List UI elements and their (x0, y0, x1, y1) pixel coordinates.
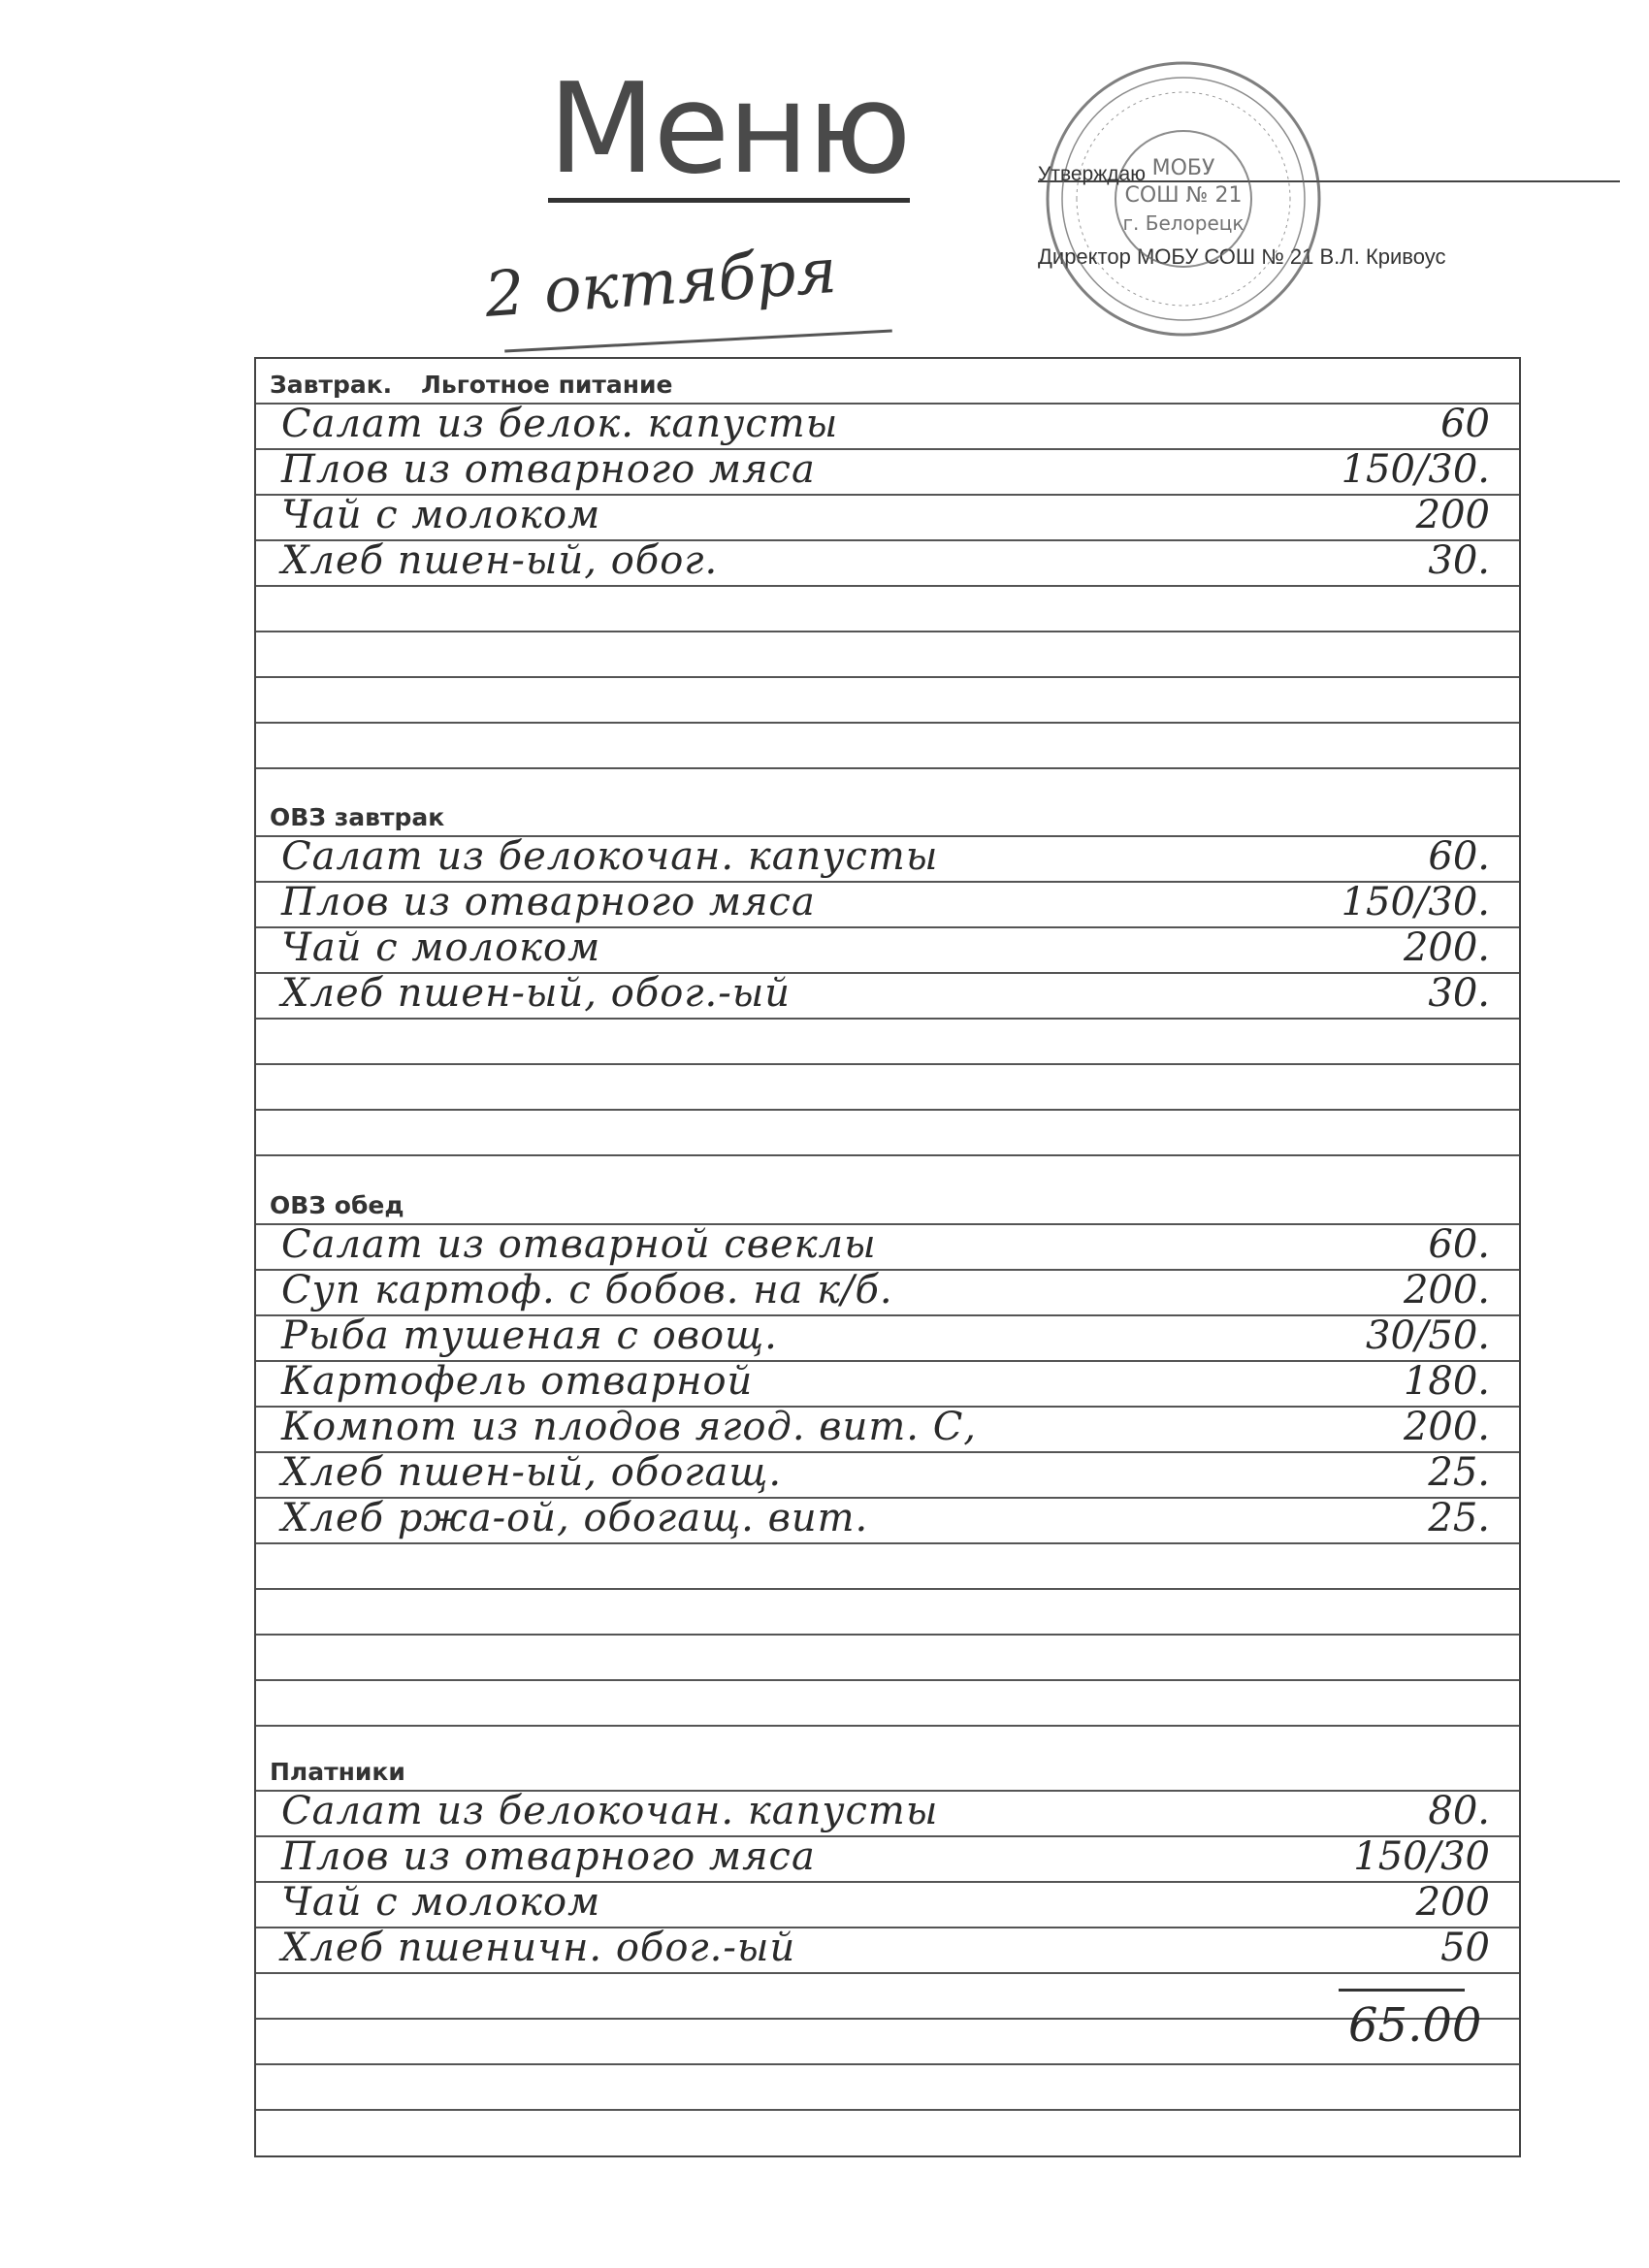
dish-quantity: 25. (1428, 1450, 1490, 1495)
menu-row (256, 1928, 1519, 1974)
menu-row (256, 1789, 1519, 1837)
blank-row (256, 1974, 1519, 2020)
menu-row (256, 1880, 1519, 1928)
blank-row (256, 1065, 1519, 1111)
menu-row (256, 1222, 1519, 1271)
approval-signatory: Директор МОБУ СОШ № 21 В.Л. Кривоус (1038, 244, 1446, 269)
blank-row (256, 2065, 1519, 2111)
dish-quantity: 60 (1440, 402, 1490, 446)
dish-quantity: 200 (1415, 493, 1490, 537)
blank-row (256, 1020, 1519, 1065)
dish-name: Плов из отварного мяса (281, 447, 816, 492)
dish-name: Хлеб пшен-ый, обогащ. (281, 1450, 783, 1495)
dish-name: Хлеб ржа-ой, обогащ. вит. (281, 1496, 869, 1540)
menu-row (256, 402, 1519, 450)
svg-text:г. Белорецк: г. Белорецк (1122, 211, 1245, 235)
total-sum: 65.00 (1348, 1998, 1482, 2053)
menu-row (256, 1268, 1519, 1316)
dish-name: Хлеб пшеничн. обог.-ый (281, 1926, 796, 1970)
dish-name: Чай с молоком (281, 493, 601, 537)
menu-row (256, 1450, 1519, 1499)
blank-row (256, 632, 1519, 678)
blank-row (256, 1111, 1519, 1156)
menu-row (256, 971, 1519, 1020)
dish-quantity: 25. (1428, 1496, 1490, 1540)
section-header (256, 1746, 1519, 1792)
menu-row (256, 925, 1519, 974)
menu-row (256, 493, 1519, 541)
section-label: ОВЗ завтрак (270, 803, 445, 831)
section-label: ОВЗ обед (270, 1191, 404, 1219)
svg-text:МОБУ: МОБУ (1151, 156, 1215, 180)
dish-quantity: 200. (1403, 1405, 1490, 1449)
dish-name: Рыба тушеная с овощ. (281, 1313, 778, 1358)
dish-name: Салат из белокочан. капусты (281, 834, 939, 879)
menu-date: 2 октября (482, 235, 839, 332)
dish-quantity: 200. (1403, 925, 1490, 970)
menu-row (256, 447, 1519, 496)
blank-row (256, 1590, 1519, 1636)
dish-quantity: 200 (1415, 1880, 1490, 1925)
dish-name: Картофель отварной (281, 1359, 754, 1404)
dish-quantity: 30. (1428, 538, 1490, 583)
approval-word: Утверждаю (1038, 163, 1146, 185)
dish-quantity: 60. (1428, 834, 1490, 879)
svg-text:СОШ № 21: СОШ № 21 (1124, 183, 1243, 208)
dish-quantity: 150/30 (1353, 1834, 1490, 1879)
menu-row (256, 538, 1519, 587)
blank-row (256, 587, 1519, 632)
blank-row (256, 1681, 1519, 1727)
section-label: Платники (270, 1758, 405, 1786)
dish-quantity: 60. (1428, 1222, 1490, 1267)
section-header (256, 1180, 1519, 1225)
dish-quantity: 80. (1428, 1789, 1490, 1833)
dish-name: Салат из белокочан. капусты (281, 1789, 939, 1833)
section-label: Завтрак. Льготное питание (270, 371, 673, 399)
menu-row (256, 1496, 1519, 1544)
dish-quantity: 180. (1403, 1359, 1490, 1404)
blank-row (256, 678, 1519, 724)
dish-quantity: 150/30. (1341, 880, 1490, 924)
dish-name: Чай с молоком (281, 925, 601, 970)
dish-quantity: 50 (1440, 1926, 1490, 1970)
blank-row (256, 1544, 1519, 1590)
menu-row (256, 834, 1519, 883)
dish-name: Плов из отварного мяса (281, 880, 816, 924)
dish-name: Чай с молоком (281, 1880, 601, 1925)
menu-row (256, 880, 1519, 928)
menu-row (256, 1313, 1519, 1362)
section-header (256, 359, 1519, 405)
blank-row (256, 724, 1519, 769)
dish-name: Хлеб пшен-ый, обог. (281, 538, 719, 583)
dish-name: Компот из плодов ягод. вит. С, (281, 1405, 978, 1449)
dish-name: Хлеб пшен-ый, обог.-ый (281, 971, 792, 1016)
menu-sheet (254, 357, 1521, 2157)
dish-name: Салат из белок. капусты (281, 402, 839, 446)
blank-row (256, 2020, 1519, 2065)
blank-row (256, 1636, 1519, 1681)
dish-quantity: 30/50. (1366, 1313, 1490, 1358)
dish-quantity: 30. (1428, 971, 1490, 1016)
page-title: Меню (548, 57, 910, 202)
school-stamp (1038, 53, 1329, 344)
date-underline (504, 330, 892, 353)
dish-name: Плов из отварного мяса (281, 1834, 816, 1879)
menu-row (256, 1359, 1519, 1408)
total-underline (1339, 1989, 1465, 1992)
dish-name: Суп картоф. с бобов. на к/б. (281, 1268, 893, 1312)
dish-quantity: 200. (1403, 1268, 1490, 1312)
section-header (256, 792, 1519, 837)
menu-row (256, 1405, 1519, 1453)
dish-name: Салат из отварной свеклы (281, 1222, 877, 1267)
menu-row (256, 1834, 1519, 1883)
dish-quantity: 150/30. (1341, 447, 1490, 492)
